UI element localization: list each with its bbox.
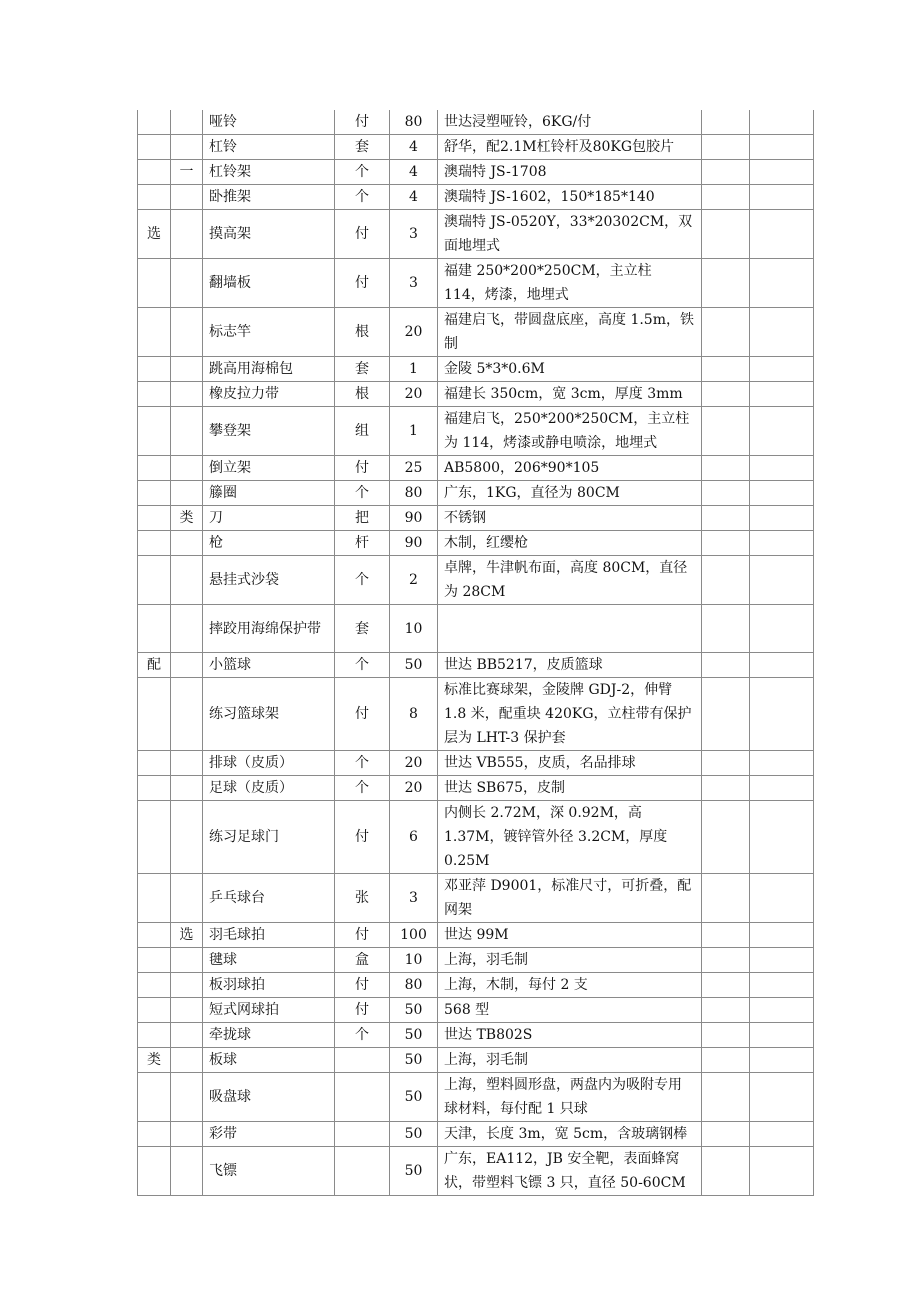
category-cell xyxy=(138,776,171,801)
equipment-table xyxy=(137,110,814,1196)
unit-cell: 付 xyxy=(335,998,390,1023)
unit-cell: 付 xyxy=(335,110,390,135)
subcategory-cell xyxy=(171,357,203,382)
blank-cell xyxy=(702,973,750,998)
quantity-cell: 3 xyxy=(390,259,438,308)
quantity-cell: 3 xyxy=(390,210,438,259)
subcategory-cell xyxy=(171,135,203,160)
item-name-cell: 练习篮球架 xyxy=(203,678,335,751)
quantity-cell: 4 xyxy=(390,135,438,160)
category-cell xyxy=(138,308,171,357)
subcategory-cell xyxy=(171,776,203,801)
quantity-cell: 50 xyxy=(390,653,438,678)
blank-cell xyxy=(702,1023,750,1048)
blank-cell xyxy=(750,110,814,135)
table-row xyxy=(138,357,814,382)
blank-cell xyxy=(750,1023,814,1048)
category-cell xyxy=(138,506,171,531)
blank-cell xyxy=(750,1048,814,1073)
subcategory-cell xyxy=(171,556,203,605)
subcategory-cell xyxy=(171,948,203,973)
blank-cell xyxy=(702,1048,750,1073)
unit-cell: 套 xyxy=(335,357,390,382)
blank-cell xyxy=(750,506,814,531)
table-row xyxy=(138,1147,814,1196)
blank-cell xyxy=(702,531,750,556)
quantity-cell: 6 xyxy=(390,801,438,874)
subcategory-cell xyxy=(171,653,203,678)
blank-cell xyxy=(750,948,814,973)
spec-cell: 上海，羽毛制 xyxy=(438,1048,702,1073)
blank-cell xyxy=(750,382,814,407)
item-name-cell: 卧推架 xyxy=(203,185,335,210)
blank-cell xyxy=(702,259,750,308)
blank-cell xyxy=(750,1073,814,1122)
blank-cell xyxy=(750,776,814,801)
spec-cell: 邓亚萍 D9001，标准尺寸，可折叠，配网架 xyxy=(438,874,702,923)
blank-cell xyxy=(750,185,814,210)
spec-cell: 福建长 350cm，宽 3cm，厚度 3mm xyxy=(438,382,702,407)
subcategory-cell xyxy=(171,185,203,210)
unit-cell xyxy=(335,1122,390,1147)
category-cell xyxy=(138,678,171,751)
spec-cell: 广东，1KG，直径为 80CM xyxy=(438,481,702,506)
quantity-cell: 50 xyxy=(390,1122,438,1147)
unit-cell: 个 xyxy=(335,751,390,776)
unit-cell xyxy=(335,1073,390,1122)
unit-cell: 套 xyxy=(335,135,390,160)
table-row xyxy=(138,948,814,973)
unit-cell: 个 xyxy=(335,653,390,678)
quantity-cell: 80 xyxy=(390,973,438,998)
spec-cell: 天津，长度 3m，宽 5cm，含玻璃钢棒 xyxy=(438,1122,702,1147)
spec-cell: 世达 99M xyxy=(438,923,702,948)
table-row xyxy=(138,481,814,506)
blank-cell xyxy=(702,998,750,1023)
subcategory-cell xyxy=(171,1048,203,1073)
quantity-cell: 1 xyxy=(390,357,438,382)
category-cell xyxy=(138,456,171,481)
quantity-cell: 90 xyxy=(390,506,438,531)
spec-cell: 金陵 5*3*0.6M xyxy=(438,357,702,382)
category-cell xyxy=(138,185,171,210)
category-cell xyxy=(138,948,171,973)
quantity-cell: 50 xyxy=(390,998,438,1023)
blank-cell xyxy=(702,1122,750,1147)
quantity-cell: 20 xyxy=(390,751,438,776)
table-row xyxy=(138,556,814,605)
table-row xyxy=(138,923,814,948)
spec-cell: 568 型 xyxy=(438,998,702,1023)
table-row xyxy=(138,407,814,456)
blank-cell xyxy=(702,160,750,185)
quantity-cell: 1 xyxy=(390,407,438,456)
quantity-cell: 50 xyxy=(390,1147,438,1196)
spec-cell: 世达 BB5217，皮质篮球 xyxy=(438,653,702,678)
blank-cell xyxy=(702,556,750,605)
item-name-cell: 板球 xyxy=(203,1048,335,1073)
subcategory-cell xyxy=(171,308,203,357)
blank-cell xyxy=(702,407,750,456)
category-cell xyxy=(138,531,171,556)
spec-cell: 澳瑞特 JS-1708 xyxy=(438,160,702,185)
quantity-cell: 100 xyxy=(390,923,438,948)
blank-cell xyxy=(702,382,750,407)
table-row xyxy=(138,998,814,1023)
table-row xyxy=(138,160,814,185)
blank-cell xyxy=(702,948,750,973)
subcategory-cell: 类 xyxy=(171,506,203,531)
item-name-cell: 摸高架 xyxy=(203,210,335,259)
quantity-cell: 90 xyxy=(390,531,438,556)
blank-cell xyxy=(750,160,814,185)
blank-cell xyxy=(750,923,814,948)
blank-cell xyxy=(702,357,750,382)
category-cell xyxy=(138,801,171,874)
spec-cell: 世达 SB675，皮制 xyxy=(438,776,702,801)
item-name-cell: 杠铃 xyxy=(203,135,335,160)
category-cell xyxy=(138,357,171,382)
spec-cell: 舒华，配2.1M杠铃杆及80KG包胶片 xyxy=(438,135,702,160)
item-name-cell: 攀登架 xyxy=(203,407,335,456)
table-row xyxy=(138,308,814,357)
table-row xyxy=(138,210,814,259)
blank-cell xyxy=(750,973,814,998)
item-name-cell: 短式网球拍 xyxy=(203,998,335,1023)
item-name-cell: 毽球 xyxy=(203,948,335,973)
unit-cell: 个 xyxy=(335,160,390,185)
unit-cell: 个 xyxy=(335,481,390,506)
item-name-cell: 排球（皮质） xyxy=(203,751,335,776)
table-body xyxy=(138,110,814,1196)
table-row xyxy=(138,605,814,653)
item-name-cell: 哑铃 xyxy=(203,110,335,135)
subcategory-cell xyxy=(171,481,203,506)
table-row xyxy=(138,1122,814,1147)
item-name-cell: 飞镖 xyxy=(203,1147,335,1196)
quantity-cell: 8 xyxy=(390,678,438,751)
blank-cell xyxy=(750,456,814,481)
blank-cell xyxy=(750,801,814,874)
blank-cell xyxy=(750,1122,814,1147)
spec-cell: 世达 VB555，皮质，名品排球 xyxy=(438,751,702,776)
table-row xyxy=(138,1048,814,1073)
spec-cell: 福建 250*200*250CM，主立柱 114，烤漆，地埋式 xyxy=(438,259,702,308)
category-cell xyxy=(138,874,171,923)
spec-cell: 不锈钢 xyxy=(438,506,702,531)
unit-cell: 付 xyxy=(335,259,390,308)
item-name-cell: 倒立架 xyxy=(203,456,335,481)
subcategory-cell xyxy=(171,456,203,481)
item-name-cell: 乒乓球台 xyxy=(203,874,335,923)
table-row xyxy=(138,874,814,923)
table-row xyxy=(138,776,814,801)
subcategory-cell xyxy=(171,801,203,874)
blank-cell xyxy=(702,678,750,751)
spec-cell: 澳瑞特 JS-1602，150*185*140 xyxy=(438,185,702,210)
category-cell xyxy=(138,751,171,776)
subcategory-cell xyxy=(171,110,203,135)
blank-cell xyxy=(702,135,750,160)
spec-cell: AB5800，206*90*105 xyxy=(438,456,702,481)
category-cell xyxy=(138,160,171,185)
unit-cell: 根 xyxy=(335,308,390,357)
item-name-cell: 跳高用海棉包 xyxy=(203,357,335,382)
quantity-cell: 25 xyxy=(390,456,438,481)
item-name-cell: 标志竿 xyxy=(203,308,335,357)
blank-cell xyxy=(702,605,750,653)
quantity-cell: 80 xyxy=(390,110,438,135)
category-cell: 选 xyxy=(138,210,171,259)
blank-cell xyxy=(702,751,750,776)
table-row xyxy=(138,110,814,135)
spec-cell: 木制，红缨枪 xyxy=(438,531,702,556)
subcategory-cell xyxy=(171,973,203,998)
subcategory-cell xyxy=(171,874,203,923)
table-row xyxy=(138,1073,814,1122)
quantity-cell: 20 xyxy=(390,776,438,801)
table-row xyxy=(138,678,814,751)
item-name-cell: 吸盘球 xyxy=(203,1073,335,1122)
blank-cell xyxy=(702,776,750,801)
blank-cell xyxy=(750,678,814,751)
item-name-cell: 悬挂式沙袋 xyxy=(203,556,335,605)
category-cell: 配 xyxy=(138,653,171,678)
quantity-cell: 20 xyxy=(390,308,438,357)
category-cell xyxy=(138,1122,171,1147)
unit-cell: 付 xyxy=(335,801,390,874)
blank-cell xyxy=(750,998,814,1023)
unit-cell: 付 xyxy=(335,923,390,948)
subcategory-cell xyxy=(171,1023,203,1048)
table-row xyxy=(138,751,814,776)
item-name-cell: 小篮球 xyxy=(203,653,335,678)
quantity-cell: 3 xyxy=(390,874,438,923)
item-name-cell: 板羽球拍 xyxy=(203,973,335,998)
subcategory-cell xyxy=(171,678,203,751)
blank-cell xyxy=(750,556,814,605)
unit-cell: 付 xyxy=(335,210,390,259)
spec-cell: 世达浸塑哑铃，6KG/付 xyxy=(438,110,702,135)
item-name-cell: 摔跤用海绵保护带 xyxy=(203,605,335,653)
spec-cell: 标准比赛球架，金陵牌 GDJ-2，伸臂 1.8 米，配重块 420KG，立柱带有保护层为 LHT-3 保护套 xyxy=(438,678,702,751)
blank-cell xyxy=(750,1147,814,1196)
blank-cell xyxy=(702,185,750,210)
spec-cell: 卓牌，牛津帆布面，高度 80CM，直径为 28CM xyxy=(438,556,702,605)
item-name-cell: 翻墙板 xyxy=(203,259,335,308)
unit-cell: 个 xyxy=(335,556,390,605)
subcategory-cell xyxy=(171,531,203,556)
category-cell xyxy=(138,382,171,407)
quantity-cell: 20 xyxy=(390,382,438,407)
subcategory-cell xyxy=(171,1147,203,1196)
blank-cell xyxy=(750,357,814,382)
category-cell xyxy=(138,110,171,135)
quantity-cell: 10 xyxy=(390,948,438,973)
unit-cell xyxy=(335,1147,390,1196)
spec-cell: 福建启飞，250*200*250CM，主立柱为 114，烤漆或静电喷涂，地埋式 xyxy=(438,407,702,456)
blank-cell xyxy=(702,1073,750,1122)
subcategory-cell xyxy=(171,259,203,308)
item-name-cell: 杠铃架 xyxy=(203,160,335,185)
table-row xyxy=(138,135,814,160)
table-row xyxy=(138,456,814,481)
unit-cell: 付 xyxy=(335,973,390,998)
category-cell xyxy=(138,1023,171,1048)
blank-cell xyxy=(750,653,814,678)
subcategory-cell xyxy=(171,605,203,653)
subcategory-cell xyxy=(171,210,203,259)
unit-cell: 个 xyxy=(335,1023,390,1048)
category-cell xyxy=(138,407,171,456)
unit-cell: 盒 xyxy=(335,948,390,973)
spec-cell xyxy=(438,605,702,653)
item-name-cell: 彩带 xyxy=(203,1122,335,1147)
unit-cell: 根 xyxy=(335,382,390,407)
blank-cell xyxy=(750,531,814,556)
unit-cell xyxy=(335,1048,390,1073)
unit-cell: 个 xyxy=(335,185,390,210)
blank-cell xyxy=(702,653,750,678)
category-cell xyxy=(138,973,171,998)
category-cell xyxy=(138,135,171,160)
blank-cell xyxy=(702,801,750,874)
table-row xyxy=(138,653,814,678)
unit-cell: 杆 xyxy=(335,531,390,556)
blank-cell xyxy=(702,308,750,357)
subcategory-cell xyxy=(171,407,203,456)
unit-cell: 组 xyxy=(335,407,390,456)
blank-cell xyxy=(702,110,750,135)
item-name-cell: 橡皮拉力带 xyxy=(203,382,335,407)
blank-cell xyxy=(750,605,814,653)
spec-cell: 内侧长 2.72M，深 0.92M，高 1.37M，镀锌管外径 3.2CM，厚度 0.25M xyxy=(438,801,702,874)
quantity-cell: 4 xyxy=(390,160,438,185)
blank-cell xyxy=(750,481,814,506)
table-row xyxy=(138,973,814,998)
quantity-cell: 4 xyxy=(390,185,438,210)
quantity-cell: 50 xyxy=(390,1023,438,1048)
item-name-cell: 练习足球门 xyxy=(203,801,335,874)
spec-cell: 澳瑞特 JS-0520Y，33*20302CM，双面地埋式 xyxy=(438,210,702,259)
unit-cell: 套 xyxy=(335,605,390,653)
subcategory-cell xyxy=(171,382,203,407)
subcategory-cell xyxy=(171,998,203,1023)
unit-cell: 付 xyxy=(335,456,390,481)
blank-cell xyxy=(750,210,814,259)
table-row xyxy=(138,185,814,210)
item-name-cell: 牵拢球 xyxy=(203,1023,335,1048)
category-cell: 类 xyxy=(138,1048,171,1073)
spec-cell: 上海，羽毛制 xyxy=(438,948,702,973)
table-row xyxy=(138,531,814,556)
blank-cell xyxy=(702,210,750,259)
spec-cell: 福建启飞，带圆盘底座，高度 1.5m，铁制 xyxy=(438,308,702,357)
spec-cell: 世达 TB802S xyxy=(438,1023,702,1048)
subcategory-cell xyxy=(171,1073,203,1122)
blank-cell xyxy=(750,259,814,308)
blank-cell xyxy=(702,1147,750,1196)
quantity-cell: 2 xyxy=(390,556,438,605)
subcategory-cell: 一 xyxy=(171,160,203,185)
table-row xyxy=(138,259,814,308)
category-cell xyxy=(138,481,171,506)
table-row xyxy=(138,1023,814,1048)
item-name-cell: 羽毛球拍 xyxy=(203,923,335,948)
blank-cell xyxy=(702,456,750,481)
blank-cell xyxy=(702,874,750,923)
spec-cell: 上海，塑料圆形盘，两盘内为吸附专用球材料，每付配 1 只球 xyxy=(438,1073,702,1122)
unit-cell: 张 xyxy=(335,874,390,923)
category-cell xyxy=(138,998,171,1023)
quantity-cell: 80 xyxy=(390,481,438,506)
blank-cell xyxy=(750,308,814,357)
blank-cell xyxy=(702,481,750,506)
item-name-cell: 枪 xyxy=(203,531,335,556)
item-name-cell: 籐圈 xyxy=(203,481,335,506)
spec-cell: 广东，EA112，JB 安全靶，表面蜂窝状，带塑料飞镖 3 只，直径 50-60CM xyxy=(438,1147,702,1196)
blank-cell xyxy=(750,135,814,160)
category-cell xyxy=(138,1073,171,1122)
spec-cell: 上海，木制，每付 2 支 xyxy=(438,973,702,998)
category-cell xyxy=(138,923,171,948)
unit-cell: 把 xyxy=(335,506,390,531)
table-row xyxy=(138,382,814,407)
quantity-cell: 10 xyxy=(390,605,438,653)
category-cell xyxy=(138,556,171,605)
unit-cell: 付 xyxy=(335,678,390,751)
quantity-cell: 50 xyxy=(390,1073,438,1122)
quantity-cell: 50 xyxy=(390,1048,438,1073)
blank-cell xyxy=(750,407,814,456)
item-name-cell: 刀 xyxy=(203,506,335,531)
category-cell xyxy=(138,605,171,653)
category-cell xyxy=(138,259,171,308)
blank-cell xyxy=(750,874,814,923)
category-cell xyxy=(138,1147,171,1196)
blank-cell xyxy=(702,506,750,531)
subcategory-cell xyxy=(171,751,203,776)
item-name-cell: 足球（皮质） xyxy=(203,776,335,801)
subcategory-cell: 选 xyxy=(171,923,203,948)
blank-cell xyxy=(702,923,750,948)
table-row xyxy=(138,506,814,531)
table-row xyxy=(138,801,814,874)
unit-cell: 个 xyxy=(335,776,390,801)
blank-cell xyxy=(750,751,814,776)
subcategory-cell xyxy=(171,1122,203,1147)
